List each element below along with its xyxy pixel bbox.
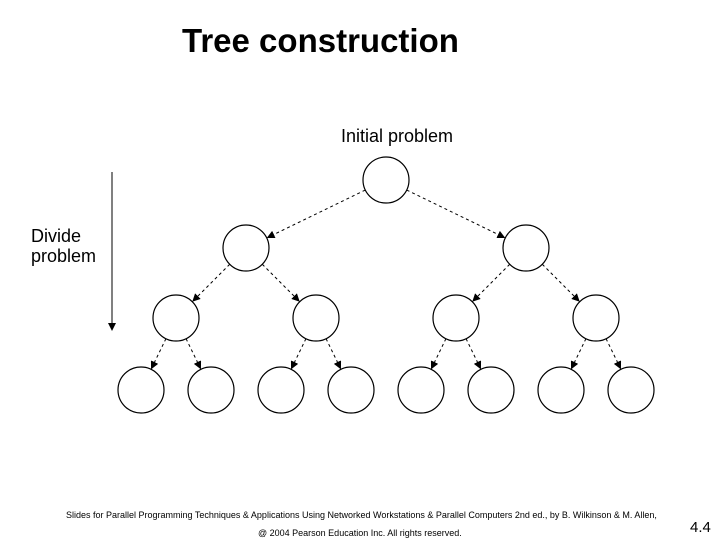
tree-node-l3-5 bbox=[468, 367, 514, 413]
tree-edge-l2-2-1 bbox=[466, 339, 480, 369]
tree-edge-l1-0-1 bbox=[262, 264, 299, 301]
tree-node-root bbox=[363, 157, 409, 203]
slide-title: Tree construction bbox=[182, 22, 459, 59]
tree-edge-l1-0-0 bbox=[193, 264, 230, 301]
tree-node-l3-2 bbox=[258, 367, 304, 413]
tree-node-l3-3 bbox=[328, 367, 374, 413]
tree-node-l2-3 bbox=[573, 295, 619, 341]
tree-edge-l2-0-1 bbox=[186, 339, 200, 369]
tree-edge-l2-2-0 bbox=[431, 339, 445, 369]
page-number: 4.4 bbox=[690, 519, 711, 536]
divide-label-line2: problem bbox=[31, 246, 97, 266]
tree-node-l3-0 bbox=[118, 367, 164, 413]
tree-edge-l2-1-0 bbox=[291, 339, 305, 369]
divide-label-line1: Divide bbox=[31, 226, 82, 246]
root-label: Initial problem bbox=[341, 126, 454, 146]
tree-node-l2-2 bbox=[433, 295, 479, 341]
tree-edge-l1-1-0 bbox=[473, 264, 510, 301]
tree-edge-l2-3-1 bbox=[606, 339, 620, 369]
footer-copyright: @ 2004 Pearson Education Inc. All rights reserved. bbox=[258, 528, 462, 538]
tree-edge-l2-3-0 bbox=[571, 339, 585, 369]
tree-edge-l2-1-1 bbox=[326, 339, 340, 369]
tree-node-l1-1 bbox=[503, 225, 549, 271]
tree-edge-l2-0-0 bbox=[151, 339, 165, 369]
tree-edge-l1-1-1 bbox=[542, 264, 579, 301]
tree-node-l2-1 bbox=[293, 295, 339, 341]
tree-node-l3-6 bbox=[538, 367, 584, 413]
footer-citation: Slides for Parallel Programming Techniques & Applications Using Networked Workstations & Parallel Computers 2nd ed., by B. Wilkinson & M. Allen, bbox=[66, 510, 657, 520]
tree-node-l1-0 bbox=[223, 225, 269, 271]
tree-node-l3-4 bbox=[398, 367, 444, 413]
tree-node-l2-0 bbox=[153, 295, 199, 341]
tree-edge-l0-0-0 bbox=[268, 190, 366, 237]
tree-node-l3-1 bbox=[188, 367, 234, 413]
tree-node-l3-7 bbox=[608, 367, 654, 413]
tree-edge-l0-0-1 bbox=[407, 190, 505, 237]
